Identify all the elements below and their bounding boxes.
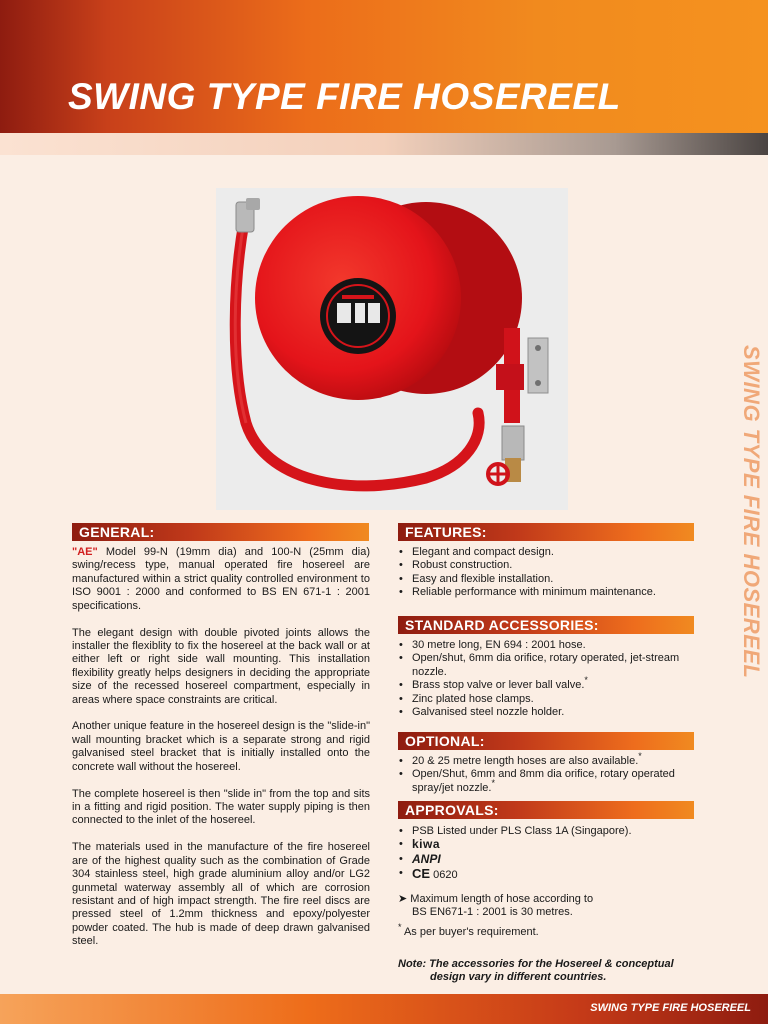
list-item-text: Brass stop valve or lever ball valve. — [412, 679, 585, 692]
general-paragraph: Another unique feature in the hosereel design is the "slide-in" wall mounting bracket which is a separate strong and rigid galvanised steel bracket that is initially installed onto the concrete wall without the hosereel. — [72, 720, 370, 773]
list-item — [398, 838, 696, 852]
buyer-note — [398, 922, 539, 939]
list-item: • Robust construction. — [398, 559, 696, 572]
optional-list — [398, 751, 696, 795]
accessories-list — [398, 639, 696, 719]
list-item — [398, 768, 696, 795]
list-item — [398, 675, 696, 692]
footer-title: SWING TYPE FIRE HOSEREEL — [590, 1002, 751, 1014]
note-line1: Note: The accessories for the Hosereel & conceptual — [398, 958, 674, 970]
general-paragraph — [72, 546, 370, 613]
footer-bar — [0, 994, 768, 1024]
list-item: • Reliable performance with minimum maintenance. — [398, 586, 696, 599]
list-item — [398, 751, 696, 768]
brand-label: "AE" — [72, 546, 98, 558]
general-paragraph: The materials used in the manufacture of the fire hosereel are of the highest quality such as the combination of Grade 304 stainless steel, high grade aluminium alloy and/or LG2 gunmetal waterway assembly all of which are corrosion resistant and of high impact strength. The fire reel discs are pressed steel of 1.2mm thickness and epoxy/polyester powder coated. The hub is made of deep drawn galvanised steel. — [72, 841, 370, 948]
list-item — [398, 853, 696, 867]
approvals-list — [398, 825, 696, 883]
list-item: • Elegant and compact design. — [398, 546, 696, 559]
header-banner — [0, 0, 768, 133]
asterisk-mark: * — [491, 777, 495, 788]
max-hose-note — [398, 893, 593, 906]
asterisk-mark: * — [638, 751, 642, 761]
kiwa-logo: kiwa — [412, 837, 441, 852]
hose-reel-illustration — [216, 188, 568, 510]
general-paragraph: The elegant design with double pivoted joints allows the installer the flexiblity to fix the hosereel at the back wall or at either left or right side wall mounting. This installation flexibility greatly helps designers in deciding the appropriate size of the recessed hosereel compartment, especially in areas where space constraints are critical. — [72, 626, 370, 706]
max-hose-line1: Maximum length of hose according to — [410, 893, 594, 905]
header-stripe — [0, 133, 768, 155]
accessories-heading: STANDARD ACCESSORIES: — [398, 616, 694, 634]
list-item: • Open/shut, 6mm dia orifice, rotary operated, jet-stream nozzle. — [398, 652, 696, 679]
list-item: • Easy and flexible installation. — [398, 573, 696, 586]
list-item-text: Open/Shut, 6mm and 8mm dia orifice, rotary operated spray/jet nozzle. — [412, 768, 675, 794]
general-body — [72, 546, 370, 962]
anpi-logo: ANPI — [412, 851, 441, 866]
features-list — [398, 546, 696, 600]
ce-number: 0620 — [433, 869, 458, 882]
note-line2: design vary in different countries. — [430, 970, 607, 983]
optional-heading: OPTIONAL: — [398, 732, 694, 750]
general-heading: GENERAL: — [72, 523, 369, 541]
list-item-text: 20 & 25 metre length hoses are also available. — [412, 755, 639, 767]
arrow-icon: ➤ — [398, 893, 408, 905]
asterisk-mark: * — [398, 922, 402, 932]
list-item — [398, 867, 696, 882]
general-paragraph-text: Model 99-N (19mm dia) and 100-N (25mm dia) swing/recess type, manual operated fire hosereel are manufactured within a strict quality controlled environment to ISO 9001 : 2000 and conformed to BS EN 671-1 : 2001 specifications. — [72, 546, 370, 612]
list-item: • Galvanised steel nozzle holder. — [398, 706, 696, 719]
list-item: • PSB Listed under PLS Class 1A (Singapore). — [398, 825, 696, 838]
asterisk-mark: * — [584, 675, 588, 686]
features-heading: FEATURES: — [398, 523, 694, 541]
page-title: SWING TYPE FIRE HOSEREEL — [68, 76, 621, 117]
approvals-heading: APPROVALS: — [398, 801, 694, 819]
list-item: • Zinc plated hose clamps. — [398, 693, 696, 706]
product-photo — [216, 188, 568, 510]
list-item: • 30 metre long, EN 694 : 2001 hose. — [398, 639, 696, 652]
general-paragraph: The complete hosereel is then "slide in" from the top and sits in a fitting and rigid position. The water supply piping is then connected to the inlet of the hosereel. — [72, 787, 370, 827]
buyer-note-text: As per buyer's requirement. — [403, 926, 539, 938]
max-hose-line2: BS EN671-1 : 2001 is 30 metres. — [412, 906, 573, 918]
ce-mark-icon: CE — [412, 866, 431, 882]
accessories-note — [398, 958, 674, 983]
side-vertical-title: SWING TYPE FIRE HOSEREEL — [739, 345, 764, 679]
